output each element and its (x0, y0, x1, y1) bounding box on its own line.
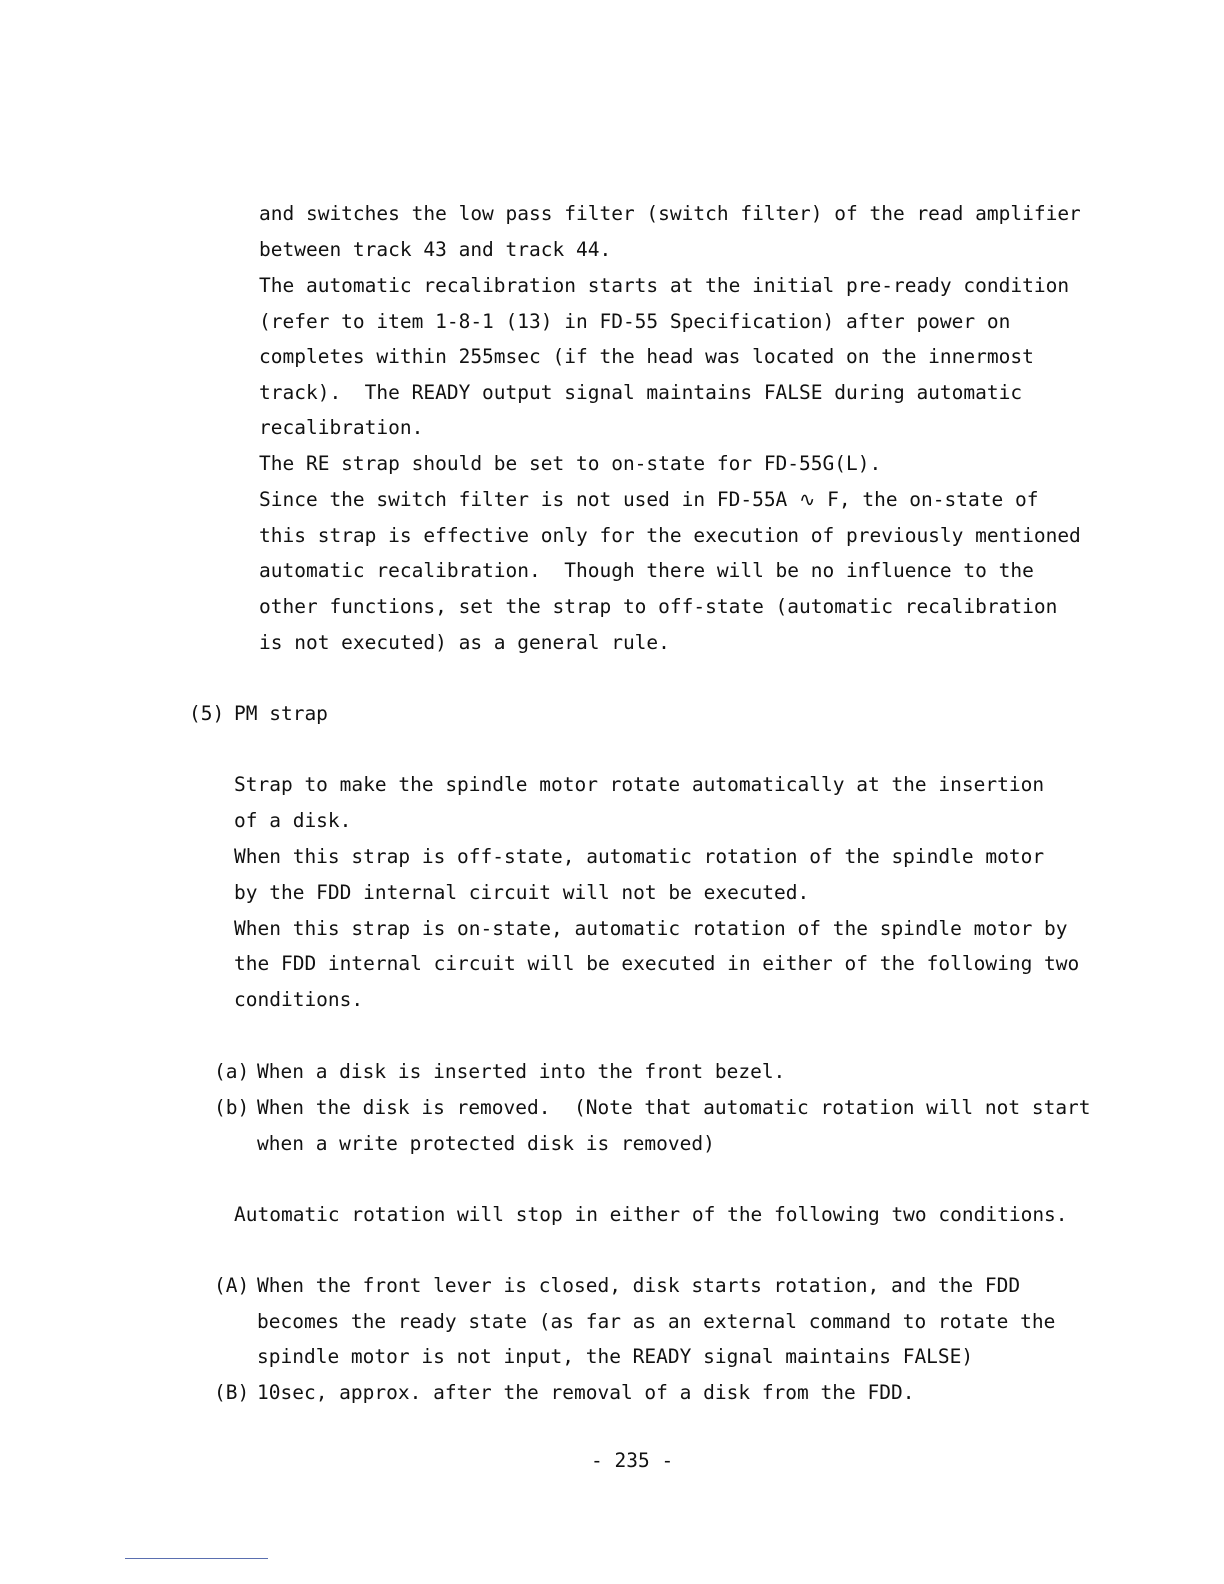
text-line: of a disk. (234, 809, 352, 832)
text-line: other functions, set the strap to off-state (automatic recalibration (259, 595, 1058, 618)
text-line: Since the switch filter is not used in FD-55A ∿ F, the on-state of (259, 488, 1039, 511)
section-title: PM strap (234, 702, 328, 725)
list-item-text: when a write protected disk is removed) (257, 1132, 715, 1155)
list-label: (b) (214, 1096, 250, 1119)
text-line: conditions. (234, 988, 364, 1011)
text-line: (refer to item 1-8-1 (13) in FD-55 Specification) after power on (259, 310, 1011, 333)
list-item-text: spindle motor is not input, the READY signal maintains FALSE) (257, 1345, 974, 1368)
list-item-text: 10sec, approx. after the removal of a disk from the FDD. (257, 1381, 915, 1404)
text-line: automatic recalibration. Though there will be no influence to the (259, 559, 1034, 582)
list-label: (B) (214, 1381, 250, 1404)
text-line: recalibration. (259, 416, 424, 439)
section-number: (5) (189, 702, 225, 725)
footer-rule (125, 1558, 268, 1559)
text-line: completes within 255msec (if the head was located on the innermost (259, 345, 1034, 368)
text-line: track). The READY output signal maintains FALSE during automatic (259, 381, 1023, 404)
list-label: (A) (214, 1274, 250, 1297)
text-line: is not executed) as a general rule. (259, 631, 670, 654)
text-line: the FDD internal circuit will be executed in either of the following two (234, 952, 1080, 975)
list-item-text: becomes the ready state (as far as an external command to rotate the (257, 1310, 1056, 1333)
text-line: Strap to make the spindle motor rotate automatically at the insertion (234, 773, 1045, 796)
text-line: When this strap is on-state, automatic rotation of the spindle motor by (234, 917, 1068, 940)
list-item-text: When a disk is inserted into the front bezel. (257, 1060, 786, 1083)
text-line: When this strap is off-state, automatic rotation of the spindle motor (234, 845, 1045, 868)
text-line: this strap is effective only for the execution of previously mentioned (259, 524, 1081, 547)
text-line: and switches the low pass filter (switch filter) of the read amplifier (259, 202, 1081, 225)
text-line: between track 43 and track 44. (259, 238, 612, 261)
list-item-text: When the front lever is closed, disk starts rotation, and the FDD (257, 1274, 1021, 1297)
text-line: by the FDD internal circuit will not be executed. (234, 881, 810, 904)
stop-intro: Automatic rotation will stop in either of the following two conditions. (234, 1203, 1068, 1226)
page-number: - 235 - (591, 1449, 674, 1472)
text-line: The RE strap should be set to on-state for FD-55G(L). (259, 452, 882, 475)
list-label: (a) (214, 1060, 250, 1083)
text-line: The automatic recalibration starts at the initial pre-ready condition (259, 274, 1070, 297)
list-item-text: When the disk is removed. (Note that automatic rotation will not start (257, 1096, 1091, 1119)
